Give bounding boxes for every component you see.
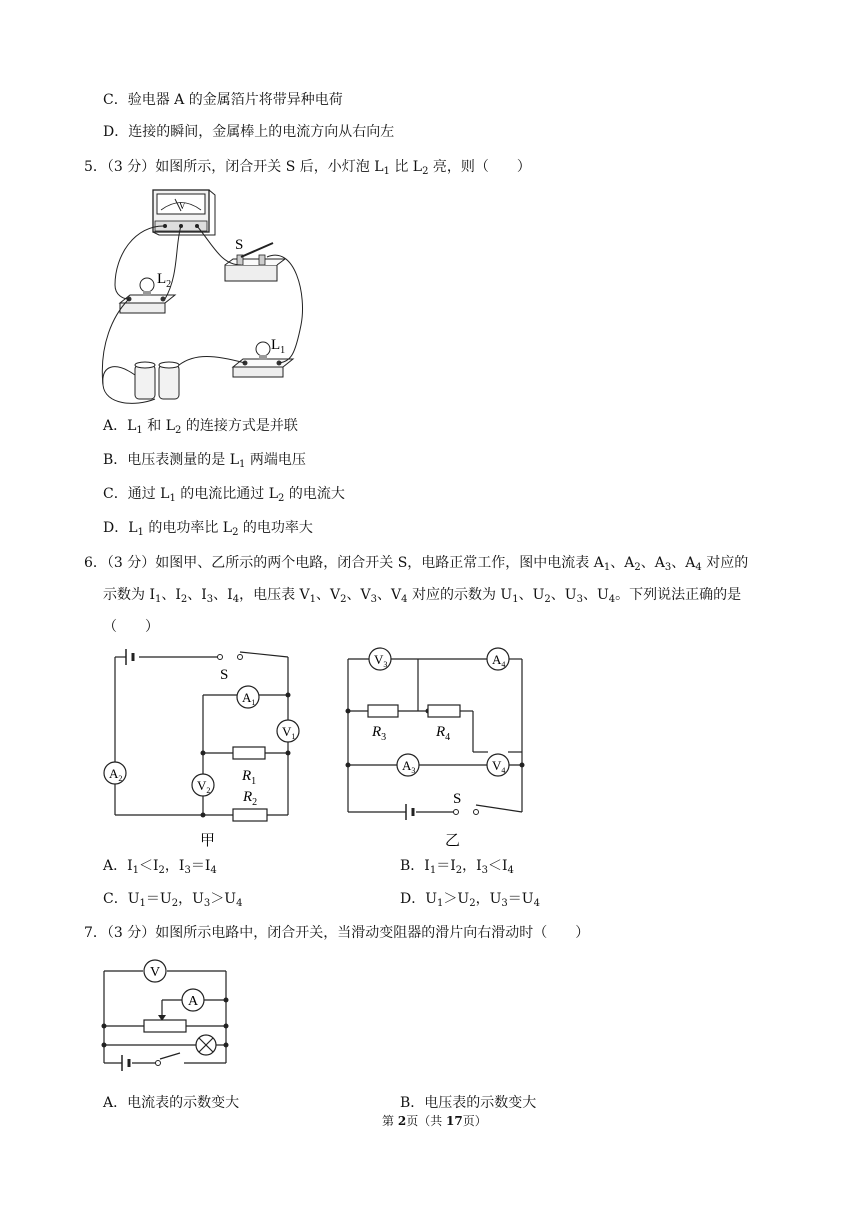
svg-text:R1: $R_1$ (242, 768, 257, 787)
q5-option-a: A．$L_1$ 和 $L_2$ 的连接方式是并联 (103, 418, 298, 436)
voltmeter-icon (144, 960, 166, 982)
q6-circuit-jia (100, 645, 305, 855)
lamp-l1-label: $L_1$ (271, 337, 286, 356)
q6-option-a: A．$I_1<I_2$，$I_3=I_4$ (103, 858, 217, 876)
voltmeter-v3-icon (369, 648, 391, 670)
q6-option-b: B．$I_1=I_2$，$I_3<I_4$ (400, 858, 514, 876)
q6-stem-line3: （ ） (103, 619, 159, 635)
svg-text:A: A (188, 994, 199, 1009)
q5-circuit-figure (95, 185, 315, 410)
switch-label-jia: S (220, 667, 229, 683)
page-footer: 第 2页（共 17页） (382, 1114, 487, 1128)
ammeter-icon (182, 989, 204, 1011)
q7-stem: 7．（3 分）如图所示电路中，闭合开关，当滑动变阻器的滑片向右滑动时（ ） (84, 925, 590, 941)
q4-option-d: D．连接的瞬间，金属棒上的电流方向从右向左 (103, 124, 395, 140)
switch-label-yi: S (453, 791, 462, 807)
q5-option-b: B．电压表测量的是 $L_1$ 两端电压 (103, 452, 306, 470)
q6-circuit-yi (340, 645, 540, 855)
q5-option-d: D．$L_1$ 的电功率比 $L_2$ 的电功率大 (103, 520, 313, 538)
q5-option-c: C．通过 $L_1$ 的电流比通过 $L_2$ 的电流大 (103, 486, 345, 504)
q7-option-a: A．电流表的示数变大 (103, 1095, 240, 1111)
resistor-r4 (428, 705, 460, 717)
voltmeter-v4-icon (487, 754, 509, 776)
svg-text:V1: $V_1$ (282, 724, 296, 741)
svg-text:A1: $A_1$ (242, 690, 256, 707)
ammeter-a4-icon (487, 648, 509, 670)
q7-circuit-figure (98, 957, 238, 1072)
q4-option-c: C．验电器 A 的金属箔片将带异种电荷 (103, 92, 343, 108)
battery-icon (135, 362, 179, 399)
svg-text:A3: $A_3$ (402, 758, 416, 775)
svg-text:A2: $A_2$ (109, 766, 123, 783)
resistor-r1 (233, 747, 265, 759)
ammeter-a3-icon (397, 754, 419, 776)
q6-stem-line2: 示数为 $I_1$、$I_2$、$I_3$、$I_4$，电压表 $V_1$、$V_2$、$V_3$、$V_4$ 对应的示数为 $U_1$、$U_2$、$U_3$、$U_4$。下列说法正确的是 (103, 587, 742, 605)
resistor-r3 (368, 705, 398, 717)
caption-yi: 乙 (445, 833, 461, 849)
q7-option-b: B．电压表的示数变大 (400, 1095, 537, 1111)
ammeter-a1-icon (237, 686, 259, 708)
resistor-r2 (233, 809, 267, 821)
q6-option-c: C．$U_1=U_2$，$U_3>U_4$ (103, 891, 243, 909)
switch-icon (225, 237, 285, 281)
svg-text:A4: $A_4$ (492, 652, 506, 669)
lamp-l2-label: $L_2$ (157, 271, 172, 290)
switch-label: S (235, 237, 244, 253)
q5-stem: 5．（3 分）如图所示，闭合开关 S 后，小灯泡 $L_1$ 比 $L_2$ 亮，则（ ） (84, 159, 531, 177)
voltmeter-v2-icon (192, 774, 214, 796)
svg-text:V4: $V_4$ (492, 758, 506, 775)
voltmeter-v1-icon (277, 720, 299, 742)
svg-text:V2: $V_2$ (197, 778, 211, 795)
lamp-icon (196, 1035, 216, 1055)
lamp-l2-icon (120, 271, 175, 313)
svg-text:V3: $V_3$ (374, 652, 388, 669)
svg-text:V: V (150, 965, 161, 980)
q6-option-d: D．$U_1>U_2$，$U_3=U_4$ (400, 891, 540, 909)
lamp-l1-icon (233, 337, 293, 377)
voltmeter-label: V (179, 201, 186, 211)
voltmeter-icon (153, 190, 215, 235)
q6-stem-line1: 6．（3 分）如图甲、乙所示的两个电路，闭合开关 S，电路正常工作，图中电流表 $A_1$、$A_2$、$A_3$、$A_4$ 对应的 (84, 555, 749, 573)
caption-jia: 甲 (200, 833, 216, 849)
svg-text:R3: $R_3$ (372, 724, 387, 743)
svg-text:R2: $R_2$ (243, 789, 258, 808)
svg-text:R4: $R_4$ (436, 724, 451, 743)
rheostat-icon (144, 1020, 186, 1032)
ammeter-a2-icon (104, 762, 126, 784)
